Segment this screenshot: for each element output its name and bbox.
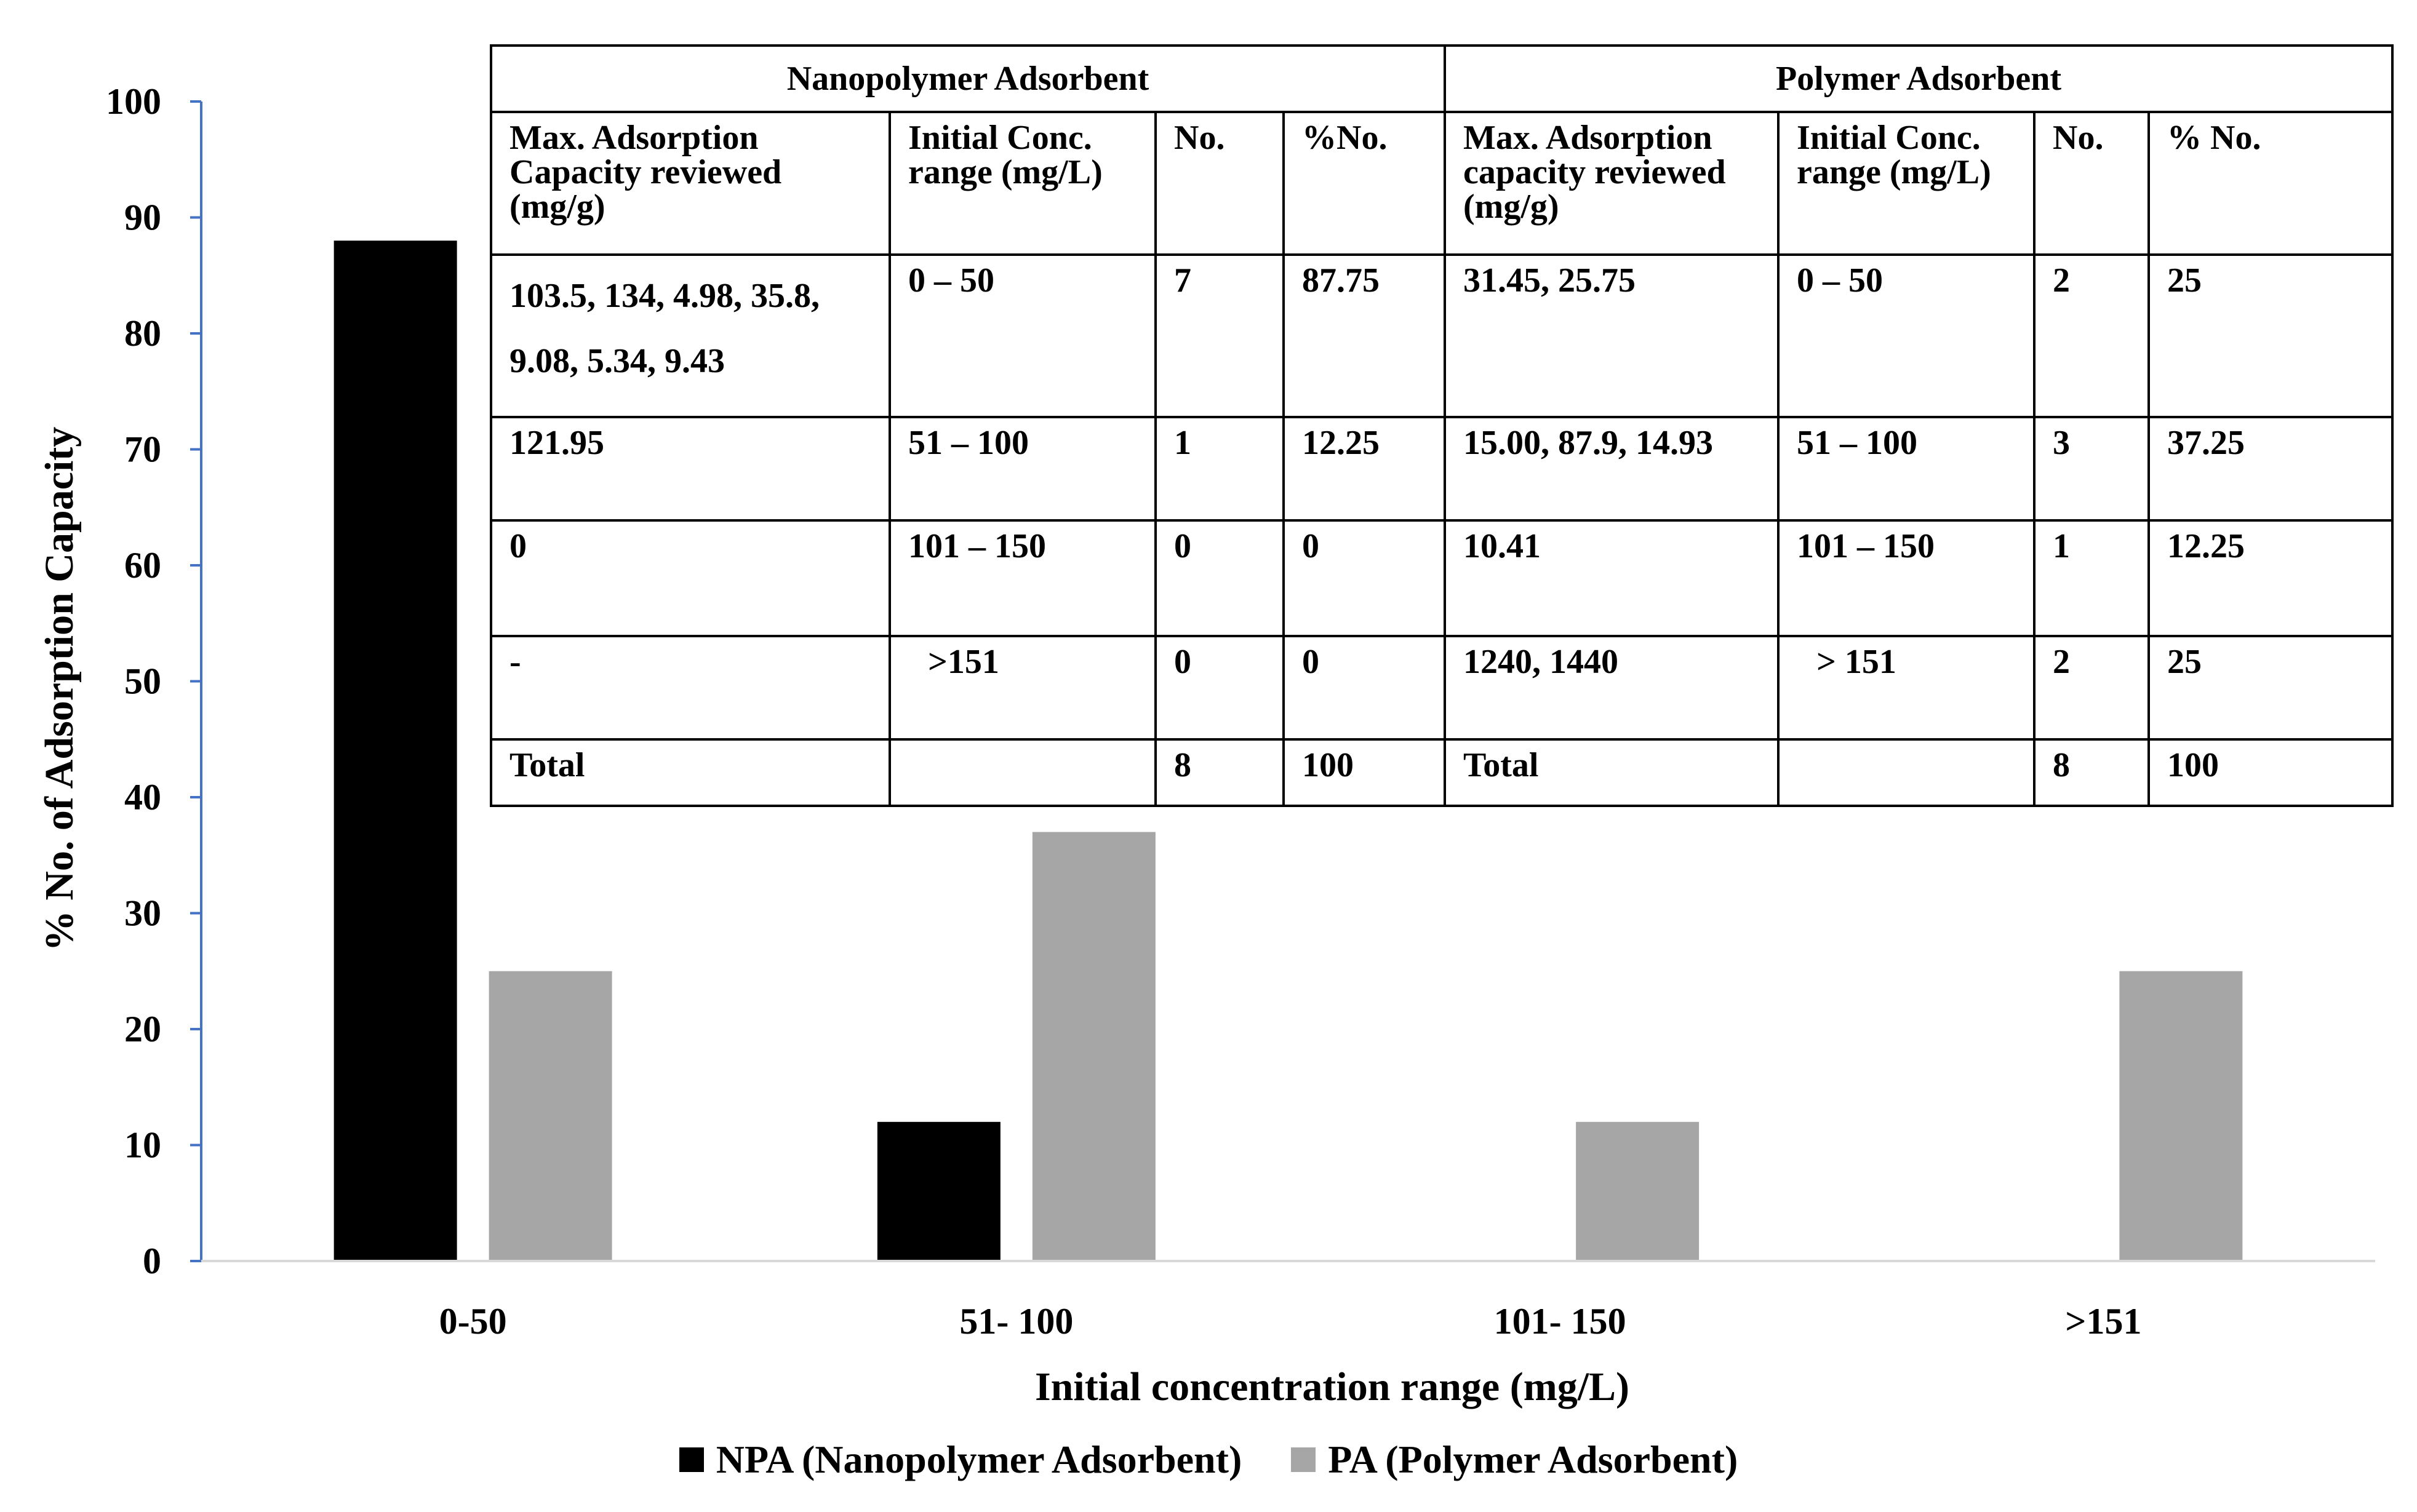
table-cell: 1	[1156, 417, 1284, 520]
table-cell: 100	[1284, 739, 1445, 806]
table-header-cell: No.	[1156, 112, 1284, 255]
y-axis-title: % No. of Adsorption Capacity	[37, 426, 82, 952]
table-cell: 25	[2149, 255, 2392, 417]
y-tick-label: 90	[124, 197, 161, 238]
bar-pa-0	[489, 971, 612, 1261]
summary-table	[490, 44, 2394, 807]
table-cell	[1778, 739, 2034, 806]
table-cell: 100	[2149, 739, 2392, 806]
bar-npa-0	[334, 241, 457, 1261]
table-header-cell: Initial Conc. range (mg/L)	[890, 112, 1156, 255]
y-tick-label: 10	[124, 1124, 161, 1166]
table-header-cell: Max. Adsorption Capacity reviewed (mg/g)	[491, 112, 890, 255]
table-cell: 87.75	[1284, 255, 1445, 417]
y-tick-label: 80	[124, 313, 161, 354]
table-cell: 51 – 100	[1778, 417, 2034, 520]
table-cell: 25	[2149, 636, 2392, 739]
table-cell: 103.5, 134, 4.98, 35.8, 9.08, 5.34, 9.43	[491, 255, 890, 417]
bar-npa-1	[877, 1122, 1001, 1261]
table-cell: Total	[491, 739, 890, 806]
table-cell: 3	[2034, 417, 2149, 520]
table-group-polymer: Polymer Adsorbent	[1445, 46, 2392, 112]
legend-label-pa: PA (Polymer Adsorbent)	[1328, 1438, 1738, 1481]
legend-item-npa	[679, 1437, 1242, 1482]
bar-pa-3	[2119, 971, 2242, 1261]
x-tick-label: >151	[2065, 1301, 2142, 1342]
table-cell: 12.25	[1284, 417, 1445, 520]
legend-swatch-npa	[679, 1447, 704, 1472]
table-header-cell: No.	[2034, 112, 2149, 255]
x-tick-label: 0-50	[439, 1301, 507, 1342]
bar-pa-2	[1576, 1122, 1699, 1261]
x-tick-label: 101- 150	[1493, 1301, 1626, 1342]
y-tick-label: 20	[124, 1009, 161, 1049]
y-tick-label: 60	[124, 545, 161, 586]
table-cell: Total	[1445, 739, 1778, 806]
bar-pa-1	[1033, 832, 1156, 1261]
y-tick-label: 70	[124, 429, 161, 470]
table-cell: 0	[1156, 520, 1284, 636]
table-cell: >151	[890, 636, 1156, 739]
table-header-cell: %No.	[1284, 112, 1445, 255]
table-cell: 31.45, 25.75	[1445, 255, 1778, 417]
table-cell: 1	[2034, 520, 2149, 636]
table-row	[491, 520, 2392, 636]
table-cell: 0	[1156, 636, 1284, 739]
table-row	[491, 739, 2392, 806]
y-tick-label: 40	[124, 777, 161, 818]
legend-item-pa	[1291, 1437, 1738, 1482]
table-group-nanopolymer: Nanopolymer Adsorbent	[491, 46, 1445, 112]
table-header-cell: Initial Conc. range (mg/L)	[1778, 112, 2034, 255]
table-row	[491, 636, 2392, 739]
y-tick-label: 30	[124, 893, 161, 934]
table-cell: 101 – 150	[890, 520, 1156, 636]
table-cell: 37.25	[2149, 417, 2392, 520]
table-cell: 8	[1156, 739, 1284, 806]
table-cell: 1240, 1440	[1445, 636, 1778, 739]
table-header-cell: % No.	[2149, 112, 2392, 255]
table-cell: 2	[2034, 636, 2149, 739]
table-row	[491, 417, 2392, 520]
y-tick-label: 100	[106, 81, 161, 122]
table-cell: > 151	[1778, 636, 2034, 739]
table-cell: 0	[1284, 520, 1445, 636]
table-cell: 121.95	[491, 417, 890, 520]
table-cell: 51 – 100	[890, 417, 1156, 520]
table-cell: 101 – 150	[1778, 520, 2034, 636]
chart-legend	[0, 1426, 2417, 1494]
x-tick-label: 51- 100	[959, 1301, 1074, 1342]
table-cell: 0 – 50	[890, 255, 1156, 417]
table-cell: 0 – 50	[1778, 255, 2034, 417]
y-tick-label: 0	[143, 1241, 161, 1281]
table-row	[491, 255, 2392, 417]
x-axis-title: Initial concentration range (mg/L)	[1034, 1364, 1630, 1409]
legend-label-npa: NPA (Nanopolymer Adsorbent)	[716, 1438, 1242, 1481]
table-cell: 12.25	[2149, 520, 2392, 636]
table-cell: 0	[491, 520, 890, 636]
table-cell: 15.00, 87.9, 14.93	[1445, 417, 1778, 520]
table-cell: 2	[2034, 255, 2149, 417]
table-cell: 0	[1284, 636, 1445, 739]
legend-swatch-pa	[1291, 1447, 1316, 1472]
table-cell: -	[491, 636, 890, 739]
table-cell: 7	[1156, 255, 1284, 417]
table-cell	[890, 739, 1156, 806]
table-cell: 10.41	[1445, 520, 1778, 636]
y-tick-label: 50	[124, 661, 161, 702]
table-cell: 8	[2034, 739, 2149, 806]
table-header-cell: Max. Adsorption capacity reviewed (mg/g)	[1445, 112, 1778, 255]
